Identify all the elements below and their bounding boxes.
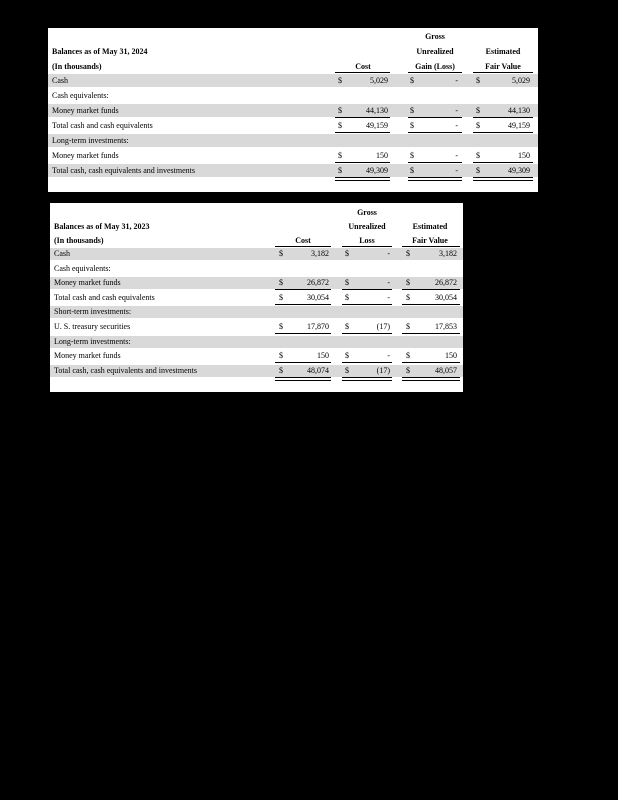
table-row [50,321,463,333]
underline [408,162,462,163]
table-2023 [50,203,463,392]
col-gross-line1: Gross [425,32,445,41]
row-label: Total cash and cash equivalents [52,121,153,130]
value-fair: 49,309 [508,166,530,175]
dollar-sign: $ [410,166,414,175]
underline [473,162,533,163]
col-fair-line2: Fair Value [412,236,448,245]
value-cost: 3,182 [311,249,329,258]
table-2024 [48,28,538,192]
value-gross: - [455,151,458,160]
dollar-sign: $ [345,249,349,258]
dollar-sign: $ [338,166,342,175]
value-cost: 26,872 [307,278,329,288]
dollar-sign: $ [476,121,480,130]
value-fair: 150 [445,351,457,361]
dollar-sign: $ [410,121,414,130]
row-label: Cash [52,76,68,85]
underline [342,333,392,334]
value-gross: (17) [376,322,390,331]
table-row [48,134,538,147]
underline [335,117,390,118]
col-cost: Cost [355,62,371,71]
dollar-sign: $ [410,106,414,115]
dollar-sign: $ [406,365,410,375]
dollar-sign: $ [345,292,349,302]
value-fair: 5,029 [512,76,530,85]
row-label: Cash equivalents: [54,263,111,273]
value-cost: 17,870 [307,322,329,331]
underline [402,304,460,305]
value-gross: - [387,278,390,288]
dollar-sign: $ [345,278,349,288]
value-cost: 44,130 [366,106,388,115]
dollar-sign: $ [345,351,349,361]
table-title: Balances as of May 31, 2023 [54,222,150,231]
dollar-sign: $ [338,151,342,160]
value-fair: 30,054 [435,292,457,302]
underline [275,333,331,334]
value-gross: - [455,106,458,115]
value-gross: (17) [376,365,390,375]
row-label: Money market funds [52,106,119,115]
header-underline [408,72,462,73]
value-cost: 49,309 [366,166,388,175]
underline [335,132,390,133]
row-label: Money market funds [54,278,121,288]
value-fair: 3,182 [439,249,457,258]
value-gross: - [455,76,458,85]
underline [473,132,533,133]
col-gross-line2: Unrealized [348,222,386,231]
double-underline [342,377,392,381]
value-cost: 48,074 [307,365,329,375]
underline [335,162,390,163]
row-label: Total cash, cash equivalents and investments [54,365,197,375]
row-label: Total cash and cash equivalents [54,292,155,302]
row-label: Short-term investments: [54,307,132,317]
table-row [48,74,538,87]
underline [402,362,460,363]
dollar-sign: $ [338,106,342,115]
value-cost: 150 [376,151,388,160]
dollar-sign: $ [406,278,410,288]
table-units: (In thousands) [52,62,102,71]
dollar-sign: $ [476,106,480,115]
table-units: (In thousands) [54,236,104,245]
double-underline [275,377,331,381]
dollar-sign: $ [406,292,410,302]
value-fair: 150 [518,151,530,160]
table-row [50,248,463,260]
row-label: Long-term investments: [54,336,131,346]
row-label: Long-term investments: [52,136,129,145]
header-underline [342,246,392,247]
underline [408,132,462,133]
dollar-sign: $ [410,76,414,85]
table-row [50,277,463,289]
dollar-sign: $ [279,249,283,258]
underline [402,289,460,290]
underline [408,117,462,118]
value-gross: - [387,351,390,361]
header-underline [473,72,533,73]
table-row [50,336,463,348]
dollar-sign: $ [345,322,349,331]
value-cost: 30,054 [307,292,329,302]
dollar-sign: $ [476,166,480,175]
dollar-sign: $ [279,278,283,288]
table-row [50,263,463,275]
value-gross: - [387,292,390,302]
double-underline [402,377,460,381]
table-row [48,89,538,102]
value-cost: 150 [317,351,329,361]
dollar-sign: $ [406,249,410,258]
col-fair-line2: Fair Value [485,62,521,71]
row-label: Money market funds [54,351,121,361]
underline [275,289,331,290]
table-title: Balances as of May 31, 2024 [52,47,148,56]
table-row [48,104,538,117]
dollar-sign: $ [406,351,410,361]
underline [402,333,460,334]
underline [342,289,392,290]
value-fair: 48,057 [435,365,457,375]
table-row [50,306,463,318]
double-underline [335,177,390,181]
dollar-sign: $ [279,322,283,331]
value-fair: 44,130 [508,106,530,115]
col-gross-line3: Gain (Loss) [415,62,455,71]
value-fair: 26,872 [435,278,457,288]
underline [275,362,331,363]
row-label: Money market funds [52,151,119,160]
header-underline [335,72,390,73]
dollar-sign: $ [279,292,283,302]
header-underline [402,246,460,247]
dollar-sign: $ [410,151,414,160]
value-cost: 5,029 [370,76,388,85]
col-gross-line3: Loss [359,236,375,245]
header-underline [275,246,331,247]
dollar-sign: $ [279,365,283,375]
dollar-sign: $ [338,121,342,130]
col-cost: Cost [295,236,311,245]
value-cost: 49,159 [366,121,388,130]
double-underline [473,177,533,181]
row-label: Total cash, cash equivalents and investments [52,166,195,175]
value-gross: - [387,249,390,258]
dollar-sign: $ [476,76,480,85]
dollar-sign: $ [406,322,410,331]
row-label: U. S. treasury securities [54,322,131,331]
value-fair: 17,853 [435,322,457,331]
value-gross: - [455,166,458,175]
double-underline [408,177,462,181]
table-row [50,350,463,362]
table-row [50,365,463,377]
dollar-sign: $ [279,351,283,361]
col-fair-line1: Estimated [412,222,448,231]
table-row [48,164,538,177]
row-label: Cash [54,249,70,258]
table-row [48,119,538,132]
table-row [48,149,538,162]
underline [342,362,392,363]
col-gross-line2: Unrealized [416,47,454,56]
col-gross-line1: Gross [357,208,377,217]
table-row [50,292,463,304]
underline [342,304,392,305]
value-fair: 49,159 [508,121,530,130]
dollar-sign: $ [476,151,480,160]
underline [473,117,533,118]
dollar-sign: $ [345,365,349,375]
value-gross: - [455,121,458,130]
dollar-sign: $ [338,76,342,85]
underline [275,304,331,305]
row-label: Cash equivalents: [52,91,109,100]
col-fair-line1: Estimated [485,47,521,56]
